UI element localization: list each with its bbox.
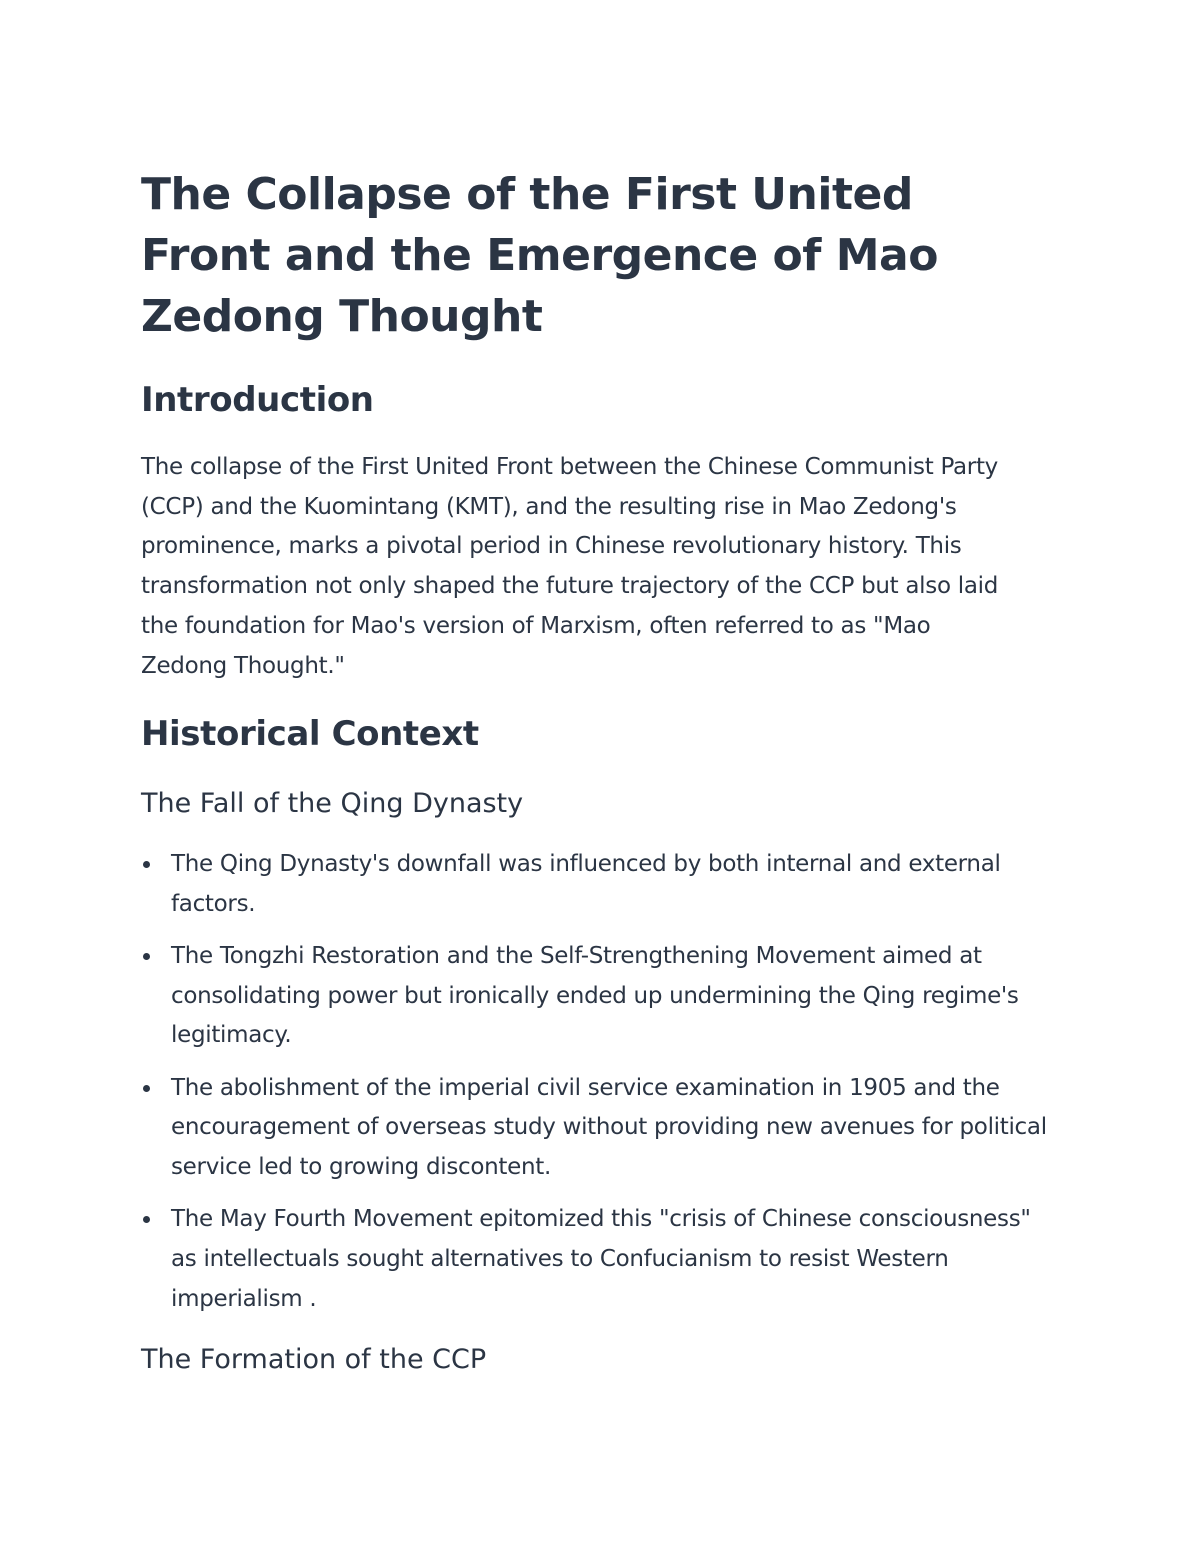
list-item-text: The May Fourth Movement epitomized this "crisis of Chinese consciousness" as intellectuals sought alternatives to Confucianism to resist Western imperialism . — [171, 1206, 1031, 1312]
fall-of-qing-heading: The Fall of the Qing Dynasty — [141, 788, 524, 819]
bullet-icon — [143, 953, 150, 960]
bullet-icon — [143, 861, 150, 868]
list-item-text: The Qing Dynasty's downfall was influenced by both internal and external factors. — [171, 851, 1001, 917]
bullet-icon — [143, 1085, 150, 1092]
list-item — [141, 1069, 1056, 1188]
document-title: The Collapse of the First United Front and the Emergence of Mao Zedong Thought — [141, 169, 938, 342]
introduction-heading: Introduction — [141, 380, 374, 420]
list-item-text: The abolishment of the imperial civil service examination in 1905 and the encouragement of overseas study without providing new avenues for political service led to growing discontent. — [171, 1074, 1047, 1180]
bullet-icon — [143, 1216, 150, 1223]
list-item — [141, 1200, 1056, 1319]
historical-context-heading: Historical Context — [141, 714, 479, 754]
list-item — [141, 845, 1056, 924]
fall-of-qing-bullet-list — [141, 845, 1056, 1332]
formation-ccp-heading: The Formation of the CCP — [141, 1344, 487, 1375]
introduction-paragraph: The collapse of the First United Front between the Chinese Communist Party (CCP) and the Kuomintang (KMT), and the resulting rise in Mao Zedong's prominence, marks a pivotal period in Chinese revolutionary history. This transformation not only shaped the future trajectory of the CCP but also laid the foundation for Mao's version of Marxism, often referred to as "Mao Zedong Thought." — [141, 454, 998, 679]
list-item-text: The Tongzhi Restoration and the Self-Strengthening Movement aimed at consolidating power but ironically ended up undermining the Qing regime's legitimacy. — [171, 942, 1019, 1049]
list-item — [141, 937, 1056, 1056]
